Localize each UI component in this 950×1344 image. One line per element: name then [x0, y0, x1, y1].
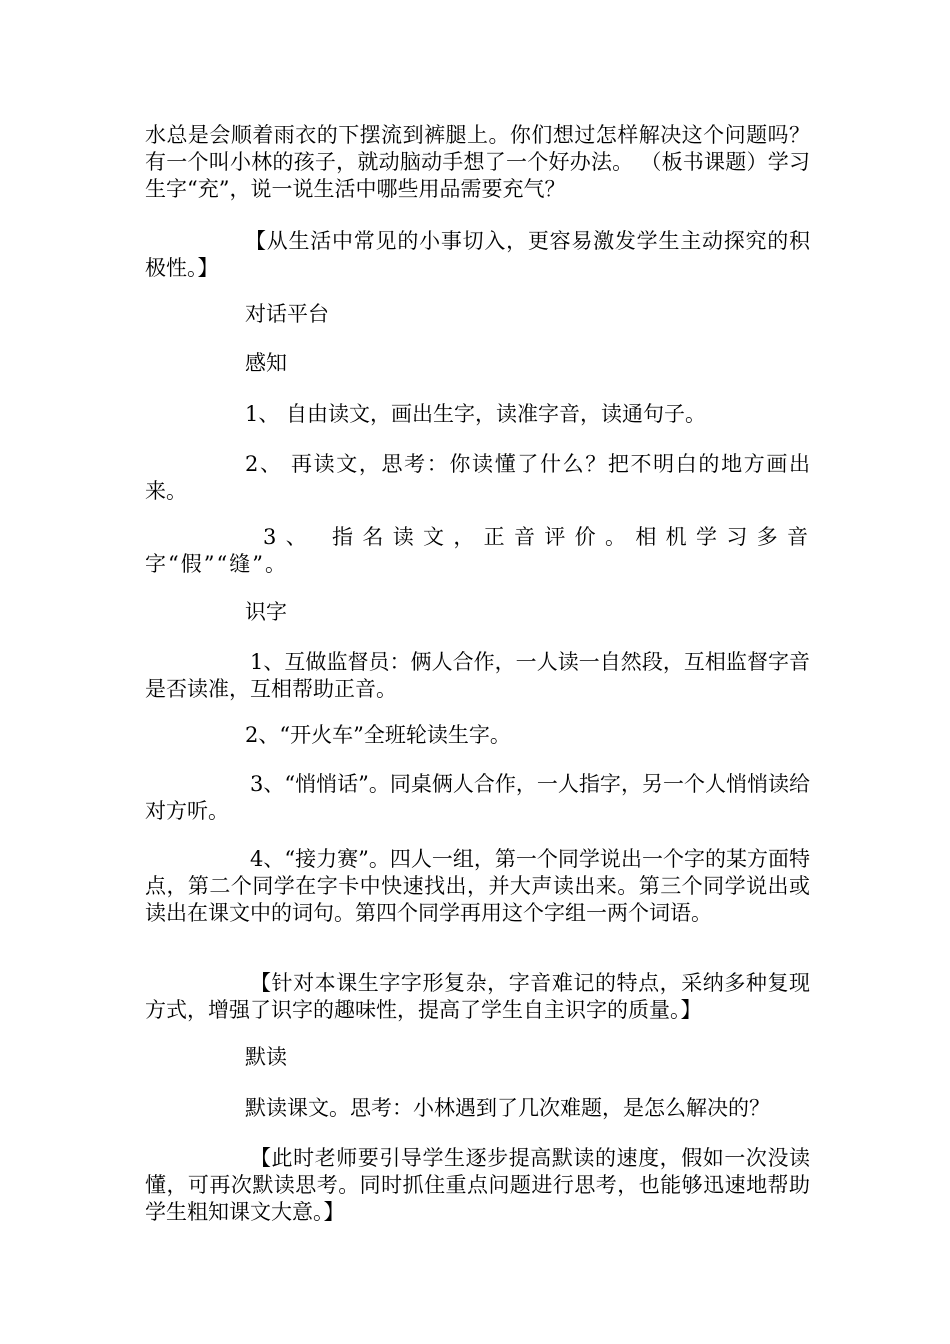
- perceive-step-1: 1、 自由读文，画出生字，读准字音，读通句子。: [245, 402, 707, 426]
- heading-dialogue-platform: 对话平台: [245, 302, 329, 326]
- perceive-step-3: 3、 指名读文，正音评价。相机学习多音字“假”“缝”。: [145, 525, 810, 576]
- literacy-item-4: 4、“接力赛”。四人一组，第一个同学说出一个字的某方面特点，第二个同学在字卡中快速找出，并大声读出来。第三个同学说出或读出在课文中的词句。第四个同学再用这个字组一两个词语。: [145, 847, 810, 925]
- perceive-step-2: 2、 再读文，思考：你读懂了什么？把不明白的地方画出来。: [145, 452, 810, 503]
- design-note-2: 【针对本课生字字形复杂，字音难记的特点，采纳多种复现方式，增强了识字的趣味性，提高了学生自主识字的质量。】: [145, 971, 810, 1022]
- design-note-1: 【从生活中常见的小事切入，更容易激发学生主动探究的积极性。】: [145, 229, 810, 280]
- silent-reading-task: 默读课文。思考：小林遇到了几次难题，是怎么解决的？: [245, 1096, 770, 1120]
- literacy-item-2: 2、“开火车”全班轮读生字。: [245, 723, 511, 747]
- heading-perceive: 感知: [245, 351, 287, 375]
- design-note-3: 【此时老师要引导学生逐步提高默读的速度，假如一次没读懂，可再次默读思考。同时抓住重点问题进行思考，也能够迅速地帮助学生粗知课文大意。】: [145, 1146, 810, 1224]
- heading-literacy: 识字: [245, 600, 287, 624]
- literacy-item-3: 3、“悄悄话”。同桌俩人合作，一人指字，另一个人悄悄读给对方听。: [145, 772, 810, 823]
- intro-paragraph: 水总是会顺着雨衣的下摆流到裤腿上。你们想过怎样解决这个问题吗？有一个叫小林的孩子，就动脑动手想了一个好办法。 （板书课题）学习生字“充”，说一说生活中哪些用品需要充气？: [145, 123, 810, 201]
- literacy-item-1: 1、互做监督员：俩人合作，一人读一自然段，互相监督字音是否读准，互相帮助正音。: [145, 650, 810, 701]
- heading-silent-reading: 默读: [245, 1045, 287, 1069]
